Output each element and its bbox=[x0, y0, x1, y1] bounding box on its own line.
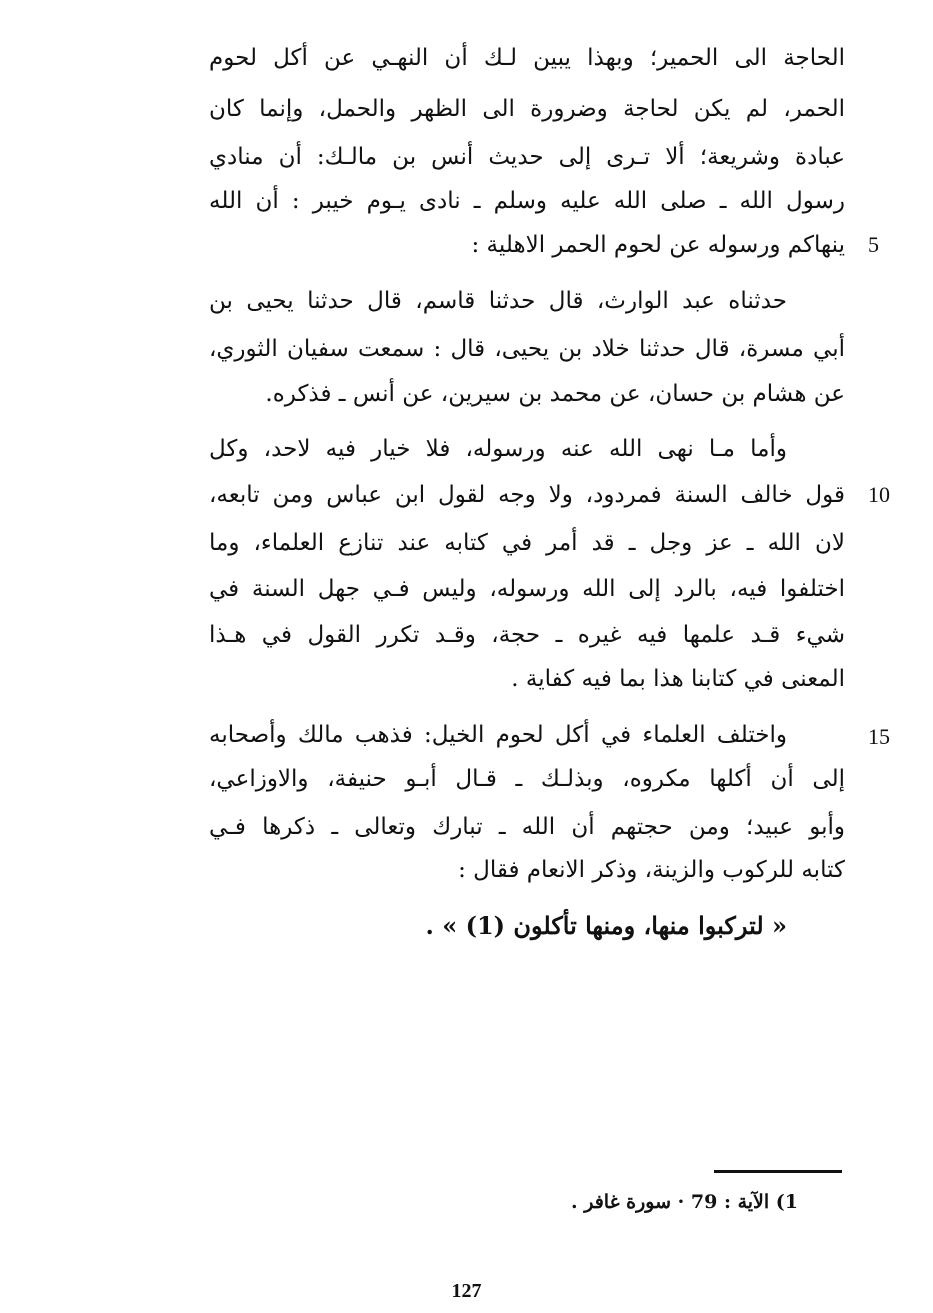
text-line: ينهاكم ورسوله عن لحوم الحمر الاهلية : bbox=[471, 232, 845, 258]
text-line: المعنى في كتابنا هذا بما فيه كفاية . bbox=[511, 666, 845, 692]
line-number: 5 bbox=[868, 232, 879, 257]
text-line: قول خالف السنة فمردود، ولا وجه لقول ابن عباس ومن تابعه، bbox=[209, 482, 845, 508]
footnote-divider bbox=[714, 1170, 842, 1173]
quran-quote: « لتركبوا منها، ومنها تأكلون (1) » . bbox=[425, 911, 787, 940]
footnote: 1) الآية : 79 · سورة غافر . bbox=[571, 1191, 798, 1213]
text-line: إلى أن أكلها مكروه، وبذلـك ـ قـال أبـو حنيفة، والاوزاعي، bbox=[209, 766, 845, 792]
line-number: 10 bbox=[868, 482, 890, 507]
text-line: عن هشام بن حسان، عن محمد بن سيرين، عن أنس ـ فذكره. bbox=[265, 381, 845, 407]
text-line: اختلفوا فيه، بالرد إلى الله ورسوله، وليس فـي جهل السنة في bbox=[209, 576, 845, 602]
line-number: 15 bbox=[868, 724, 890, 749]
text-line: لان الله ـ عز وجل ـ قد أمر في كتابه عند تنازع العلماء، وما bbox=[209, 530, 845, 556]
text-line: وأبو عبيد؛ ومن حجتهم أن الله ـ تبارك وتعالى ـ ذكرها فـي bbox=[209, 814, 845, 840]
text-line: حدثناه عبد الوارث، قال حدثنا قاسم، قال حدثنا يحيى بن bbox=[209, 288, 787, 314]
text-line: عبادة وشريعة؛ ألا تـرى إلى حديث أنس بن مالـك: أن منادي bbox=[209, 144, 845, 170]
page-number: 127 bbox=[451, 1280, 482, 1302]
text-line: وأما مـا نهى الله عنه ورسوله، فلا خيار فيه لاحد، وكل bbox=[209, 436, 787, 462]
text-line: الحمر، لم يكن لحاجة وضرورة الى الظهر والحمل، وإنما كان bbox=[209, 96, 845, 122]
text-line: رسول الله ـ صلى الله عليه وسلم ـ نادى يـوم خيبر : أن الله bbox=[209, 188, 845, 214]
text-line: شيء قـد علمها فيه غيره ـ حجة، وقـد تكرر القول في هـذا bbox=[209, 622, 845, 648]
text-line: الحاجة الى الحمير؛ وبهذا يبين لـك أن النهـي عن أكل لحوم bbox=[209, 45, 845, 71]
text-line: كتابه للركوب والزينة، وذكر الانعام فقال : bbox=[458, 857, 845, 883]
text-line: واختلف العلماء في أكل لحوم الخيل: فذهب مالك وأصحابه bbox=[209, 722, 787, 748]
text-line: أبي مسرة، قال حدثنا خلاد بن يحيى، قال : سمعت سفيان الثوري، bbox=[209, 336, 845, 362]
